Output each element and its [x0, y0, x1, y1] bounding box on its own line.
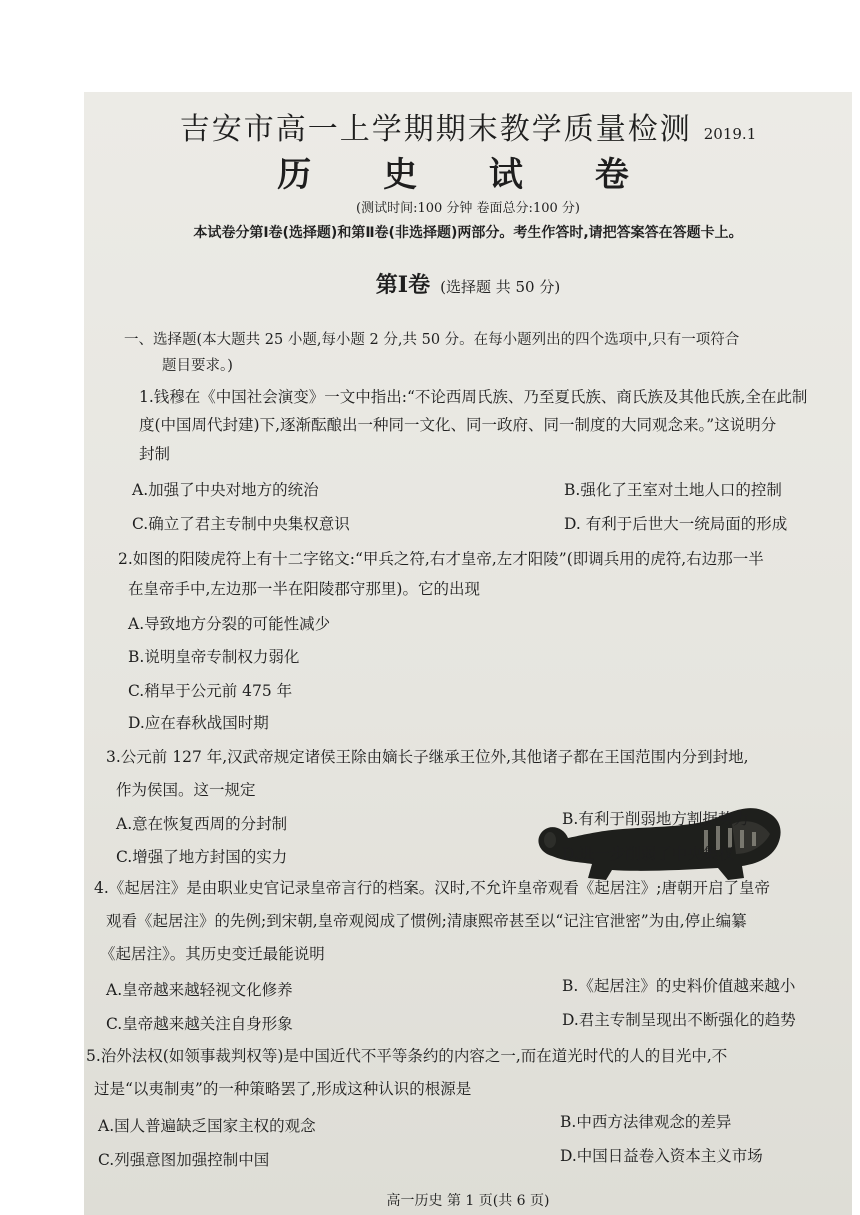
q5-stem-line1: 5.治外法权(如领事裁判权等)是中国近代不平等条约的内容之一,而在道光时代的人的目光中,不 — [86, 1047, 728, 1065]
q2-stem-line2: 在皇帝手中,左边那一半在阳陵郡守那里)。它的出现 — [128, 580, 480, 598]
exam-meta: (测试时间:100 分钟 卷面总分:100 分) — [356, 201, 580, 216]
q4-option-d: D.君主专制呈现出不断强化的趋势 — [562, 1011, 796, 1029]
exam-subtitle: 历 史 试 卷 — [277, 155, 659, 195]
q3-stem-line1: 3.公元前 127 年,汉武帝规定诸侯王除由嫡长子继承王位外,其他诸子都在王国范围内分到封地, — [106, 748, 749, 766]
q4-option-a: A.皇帝越来越轻视文化修养 — [106, 981, 293, 999]
q4-stem-line2: 观看《起居注》的先例;到宋朝,皇帝观阅成了惯例;清康熙帝甚至以“记注官泄密”为由,停止编纂 — [106, 912, 747, 930]
q3-option-d: D.进一步削弱了中央集权 — [562, 845, 734, 863]
q5-option-c: C.列强意图加强控制中国 — [98, 1151, 270, 1169]
q3-option-a: A.意在恢复西周的分封制 — [116, 815, 288, 833]
q5-stem-line2: 过是“以夷制夷”的一种策略罢了,形成这种认识的根源是 — [94, 1080, 472, 1098]
q2-option-a: A.导致地方分裂的可能性减少 — [128, 615, 331, 633]
exam-title — [84, 104, 852, 148]
q2-stem-line1: 2.如图的阳陵虎符上有十二字铭文:“甲兵之符,右才皇帝,左才阳陵”(即调兵用的虎符,右边那一半 — [118, 550, 764, 568]
part-subtitle: (选择题 共 50 分) — [440, 278, 561, 296]
q5-option-b: B.中西方法律观念的差异 — [560, 1113, 732, 1131]
q1-stem-line1: 1.钱穆在《中国社会演变》一文中指出:“不论西周氏族、乃至夏氏族、商氏族及其他氏族,全在此制 — [139, 388, 808, 406]
q3-option-c: C.增强了地方封国的实力 — [116, 848, 288, 866]
q2-option-d: D.应在春秋战国时期 — [128, 714, 269, 732]
q1-option-d: D. 有利于后世大一统局面的形成 — [564, 515, 788, 533]
q1-stem-line2: 度(中国周代封建)下,逐渐酝酿出一种同一文化、同一政府、同一制度的大同观念来。”这说明分 — [139, 416, 777, 434]
tiger-tally-image — [532, 784, 787, 884]
q5-option-d: D.中国日益卷入资本主义市场 — [560, 1147, 763, 1165]
q1-stem-line3: 封制 — [139, 445, 171, 463]
q1-option-c: C.确立了君主专制中央集权意识 — [132, 515, 350, 533]
q4-option-b: B.《起居注》的史料价值越来越小 — [562, 977, 796, 995]
part-title: 第Ⅰ卷 — [375, 272, 431, 298]
part-heading — [84, 268, 852, 299]
page-footer: 高一历史 第 1 页(共 6 页) — [386, 1193, 550, 1209]
q4-stem-line3: 《起居注》。其历史变迁最能说明 — [100, 945, 325, 963]
q5-option-a: A.国人普遍缺乏国家主权的观念 — [98, 1117, 316, 1135]
q1-option-b: B.强化了王室对土地人口的控制 — [564, 481, 782, 499]
exam-page — [84, 92, 852, 1215]
q4-option-c: C.皇帝越来越关注自身形象 — [106, 1015, 293, 1033]
section-instruction-line1: 一、选择题(本大题共 25 小题,每小题 2 分,共 50 分。在每小题列出的四个选项中,只有一项符合 — [124, 332, 740, 348]
q4-stem-line1: 4.《起居注》是由职业史官记录皇帝言行的档案。汉时,不允许皇帝观看《起居注》;唐朝开启了皇帝 — [94, 879, 770, 897]
section-instruction-line2: 题目要求。) — [162, 358, 233, 374]
title-text: 吉安市高一上学期期末教学质量检测 — [179, 112, 692, 147]
q1-option-a: A.加强了中央对地方的统治 — [132, 481, 319, 499]
exam-notice: 本试卷分第Ⅰ卷(选择题)和第Ⅱ卷(非选择题)两部分。考生作答时,请把答案答在答题卡上。 — [193, 225, 743, 241]
exam-date: 2019.1 — [703, 125, 757, 143]
q2-option-b: B.说明皇帝专制权力弱化 — [128, 648, 300, 666]
q3-stem-line2: 作为侯国。这一规定 — [116, 781, 256, 799]
q3-option-b: B.有利于削弱地方割据势力 — [562, 810, 749, 828]
q2-option-c: C.稍早于公元前 475 年 — [128, 682, 293, 700]
